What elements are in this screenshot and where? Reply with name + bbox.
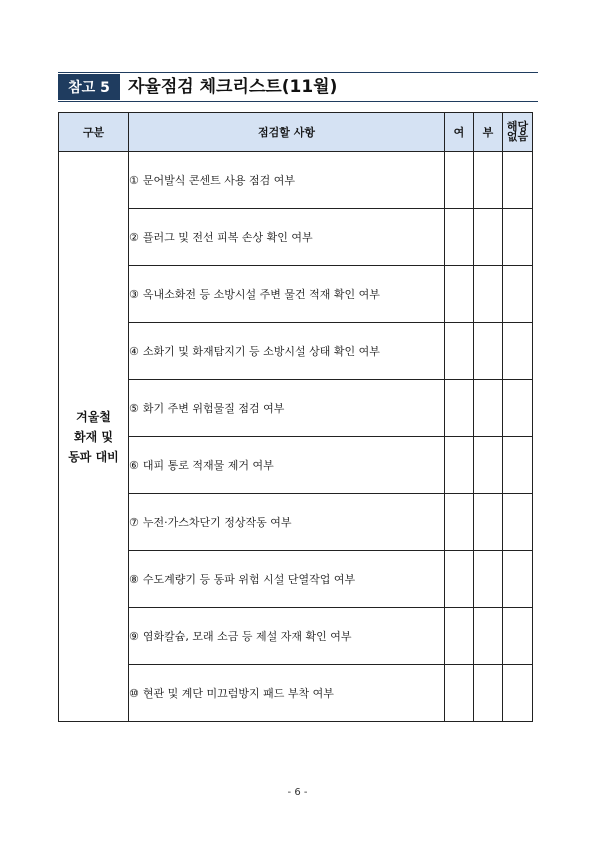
table-row bbox=[59, 323, 533, 380]
page-number: - 6 - bbox=[287, 787, 308, 798]
section-header bbox=[58, 72, 538, 102]
check-cell-yes[interactable] bbox=[445, 266, 474, 323]
item-number: ⑧ bbox=[129, 573, 139, 586]
check-cell-no[interactable] bbox=[474, 551, 503, 608]
item-number: ② bbox=[129, 231, 139, 244]
table-row bbox=[59, 266, 533, 323]
checklist-item bbox=[129, 608, 445, 665]
table-row bbox=[59, 152, 533, 209]
category-cell bbox=[59, 152, 129, 722]
item-text: 화기 주변 위험물질 점검 여부 bbox=[142, 402, 285, 415]
check-cell-no[interactable] bbox=[474, 608, 503, 665]
checklist-item bbox=[129, 551, 445, 608]
item-text: 소화기 및 화재탐지기 등 소방시설 상태 확인 여부 bbox=[142, 345, 380, 358]
check-cell-not-applicable[interactable] bbox=[503, 437, 533, 494]
category-line: 화재 및 bbox=[74, 429, 113, 444]
table-row bbox=[59, 209, 533, 266]
item-text: 문어발식 콘센트 사용 점검 여부 bbox=[142, 174, 295, 187]
item-number: ⑩ bbox=[129, 687, 139, 700]
item-text: 수도계량기 등 동파 위험 시설 단열작업 여부 bbox=[142, 573, 356, 586]
item-number: ③ bbox=[129, 288, 139, 301]
reference-badge: 참고 5 bbox=[58, 74, 120, 100]
item-number: ⑨ bbox=[129, 630, 139, 643]
check-cell-no[interactable] bbox=[474, 266, 503, 323]
check-cell-not-applicable[interactable] bbox=[503, 380, 533, 437]
item-text: 염화칼슘, 모래 소금 등 제설 자재 확인 여부 bbox=[142, 630, 352, 643]
check-cell-not-applicable[interactable] bbox=[503, 209, 533, 266]
check-cell-not-applicable[interactable] bbox=[503, 494, 533, 551]
check-cell-yes[interactable] bbox=[445, 380, 474, 437]
item-number: ④ bbox=[129, 345, 139, 358]
item-text: 옥내소화전 등 소방시설 주변 물건 적재 확인 여부 bbox=[142, 288, 380, 301]
header-bottom-rule bbox=[58, 101, 538, 102]
check-cell-yes[interactable] bbox=[445, 437, 474, 494]
item-text: 플러그 및 전선 피복 손상 확인 여부 bbox=[142, 231, 313, 244]
header-top-rule bbox=[58, 72, 538, 73]
check-cell-yes[interactable] bbox=[445, 209, 474, 266]
item-number: ① bbox=[129, 174, 139, 187]
checklist-item bbox=[129, 380, 445, 437]
check-cell-no[interactable] bbox=[474, 323, 503, 380]
col-header-item: 점검할 사항 bbox=[129, 113, 445, 152]
check-cell-yes[interactable] bbox=[445, 665, 474, 722]
check-cell-no[interactable] bbox=[474, 209, 503, 266]
table-row bbox=[59, 380, 533, 437]
table-row bbox=[59, 494, 533, 551]
check-cell-no[interactable] bbox=[474, 494, 503, 551]
item-text: 대피 통로 적재물 제거 여부 bbox=[142, 459, 274, 472]
col-header-yes: 여 bbox=[445, 113, 474, 152]
checklist-item bbox=[129, 665, 445, 722]
table-row bbox=[59, 437, 533, 494]
item-number: ⑤ bbox=[129, 402, 139, 415]
col-header-no: 부 bbox=[474, 113, 503, 152]
checklist-item bbox=[129, 437, 445, 494]
check-cell-not-applicable[interactable] bbox=[503, 551, 533, 608]
item-text: 누전·가스차단기 정상작동 여부 bbox=[142, 516, 292, 529]
check-cell-yes[interactable] bbox=[445, 152, 474, 209]
check-cell-not-applicable[interactable] bbox=[503, 266, 533, 323]
col-header-na-line2: 없음 bbox=[506, 130, 529, 143]
checklist-item bbox=[129, 266, 445, 323]
col-header-not-applicable bbox=[503, 113, 533, 152]
checklist-item bbox=[129, 209, 445, 266]
check-cell-no[interactable] bbox=[474, 437, 503, 494]
table-row bbox=[59, 608, 533, 665]
table-header-row bbox=[59, 113, 533, 152]
table-row bbox=[59, 665, 533, 722]
item-number: ⑥ bbox=[129, 459, 139, 472]
check-cell-yes[interactable] bbox=[445, 551, 474, 608]
check-cell-yes[interactable] bbox=[445, 494, 474, 551]
checklist-item bbox=[129, 494, 445, 551]
check-cell-yes[interactable] bbox=[445, 608, 474, 665]
check-cell-yes[interactable] bbox=[445, 323, 474, 380]
check-cell-no[interactable] bbox=[474, 665, 503, 722]
item-text: 현관 및 계단 미끄럼방지 패드 부착 여부 bbox=[142, 687, 334, 700]
checklist-item bbox=[129, 152, 445, 209]
col-header-na-line1: 해당 bbox=[506, 120, 529, 133]
check-cell-not-applicable[interactable] bbox=[503, 152, 533, 209]
category-line: 동파 대비 bbox=[68, 449, 119, 464]
item-number: ⑦ bbox=[129, 516, 139, 529]
table-row bbox=[59, 551, 533, 608]
check-cell-no[interactable] bbox=[474, 380, 503, 437]
page-title: 자율점검 체크리스트(11월) bbox=[128, 77, 338, 97]
check-cell-not-applicable[interactable] bbox=[503, 323, 533, 380]
check-cell-no[interactable] bbox=[474, 152, 503, 209]
checklist-item bbox=[129, 323, 445, 380]
check-cell-not-applicable[interactable] bbox=[503, 608, 533, 665]
col-header-category: 구분 bbox=[59, 113, 129, 152]
category-line: 겨울철 bbox=[76, 409, 111, 424]
check-cell-not-applicable[interactable] bbox=[503, 665, 533, 722]
checklist-table bbox=[58, 112, 533, 722]
